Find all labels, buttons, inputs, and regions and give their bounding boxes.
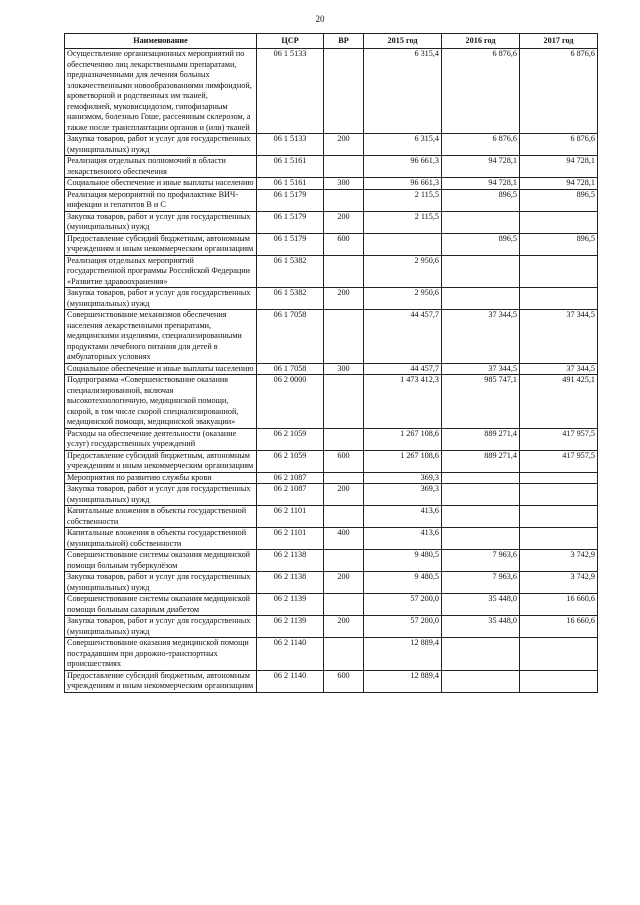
table-row: [65, 616, 598, 638]
cell-name: Закупка товаров, работ и услуг для государственных (муниципальных) нужд: [65, 211, 257, 233]
cell-vr: [324, 594, 364, 616]
cell-name: Закупка товаров, работ и услуг для государственных (муниципальных) нужд: [65, 572, 257, 594]
cell-csr: 06 2 1140: [257, 670, 324, 692]
cell-2015: 96 661,3: [364, 178, 442, 190]
cell-2017: [520, 484, 598, 506]
table-row: [65, 156, 598, 178]
cell-2017: 6 876,6: [520, 134, 598, 156]
cell-2016: [442, 255, 520, 288]
cell-vr: 600: [324, 233, 364, 255]
table-row: [65, 178, 598, 190]
cell-2015: 2 115,5: [364, 189, 442, 211]
cell-2016: [442, 472, 520, 484]
table-row: [65, 288, 598, 310]
cell-csr: 06 2 0000: [257, 375, 324, 429]
cell-name: Реализация мероприятий по профилактике ВИЧ-инфекции и гепатитов В и С: [65, 189, 257, 211]
cell-2016: 896,5: [442, 233, 520, 255]
cell-name: Совершенствование системы оказания медицинской помощи больным туберкулёзом: [65, 550, 257, 572]
cell-name: Подпрограмма «Совершенствование оказания специализированной, включая высокотехнологичную, медицинской помощи, скорой, в том числе скорой специализированной, медицинской помощи, медицинской эвакуации»: [65, 375, 257, 429]
cell-vr: 600: [324, 450, 364, 472]
table-row: [65, 506, 598, 528]
cell-2015: 9 480,5: [364, 550, 442, 572]
cell-2015: 2 115,5: [364, 211, 442, 233]
cell-vr: [324, 375, 364, 429]
table-row: [65, 49, 598, 134]
cell-vr: [324, 638, 364, 671]
cell-name: Закупка товаров, работ и услуг для государственных (муниципальных) нужд: [65, 484, 257, 506]
cell-vr: [324, 156, 364, 178]
cell-csr: 06 2 1101: [257, 506, 324, 528]
cell-csr: 06 1 5133: [257, 49, 324, 134]
cell-2016: 7 963,6: [442, 550, 520, 572]
cell-csr: 06 1 7058: [257, 363, 324, 375]
cell-2016: 896,5: [442, 189, 520, 211]
cell-2015: 1 473 412,3: [364, 375, 442, 429]
table-row: [65, 428, 598, 450]
cell-2015: 1 267 108,6: [364, 428, 442, 450]
cell-2015: [364, 233, 442, 255]
cell-csr: 06 1 5161: [257, 178, 324, 190]
cell-2015: 9 480,5: [364, 572, 442, 594]
cell-2016: 94 728,1: [442, 156, 520, 178]
cell-csr: 06 2 1059: [257, 450, 324, 472]
table-row: [65, 472, 598, 484]
cell-name: Мероприятия по развитию службы крови: [65, 472, 257, 484]
cell-2017: [520, 506, 598, 528]
cell-name: Закупка товаров, работ и услуг для государственных (муниципальных) нужд: [65, 134, 257, 156]
cell-csr: 06 1 7058: [257, 310, 324, 364]
cell-vr: [324, 428, 364, 450]
cell-name: Закупка товаров, работ и услуг для государственных (муниципальных) нужд: [65, 616, 257, 638]
cell-name: Совершенствование оказания медицинской помощи пострадавшим при дорожно-транспортных происшествиях: [65, 638, 257, 671]
cell-2017: [520, 472, 598, 484]
cell-csr: 06 2 1087: [257, 484, 324, 506]
cell-2016: 7 963,6: [442, 572, 520, 594]
page-number: 20: [315, 14, 325, 24]
budget-table: [64, 33, 598, 693]
table-row: [65, 375, 598, 429]
header-2017: 2017 год: [520, 34, 598, 49]
table-row: [65, 572, 598, 594]
cell-2016: [442, 670, 520, 692]
cell-2017: [520, 255, 598, 288]
cell-vr: 600: [324, 670, 364, 692]
table-row: [65, 638, 598, 671]
cell-vr: 200: [324, 484, 364, 506]
cell-csr: 06 1 5133: [257, 134, 324, 156]
cell-vr: [324, 472, 364, 484]
cell-csr: 06 2 1138: [257, 550, 324, 572]
cell-2017: 37 344,5: [520, 363, 598, 375]
header-name: Наименование: [65, 34, 257, 49]
cell-name: Реализация отдельных полномочий в области лекарственного обеспечения: [65, 156, 257, 178]
cell-2015: 413,6: [364, 528, 442, 550]
cell-2017: [520, 638, 598, 671]
cell-2017: 896,5: [520, 233, 598, 255]
cell-2017: 16 660,6: [520, 594, 598, 616]
cell-2017: 896,5: [520, 189, 598, 211]
cell-csr: 06 2 1087: [257, 472, 324, 484]
cell-2017: 37 344,5: [520, 310, 598, 364]
table-row: [65, 189, 598, 211]
cell-vr: 300: [324, 178, 364, 190]
cell-vr: [324, 506, 364, 528]
cell-csr: 06 1 5161: [257, 156, 324, 178]
table-row: [65, 233, 598, 255]
cell-csr: 06 1 5382: [257, 255, 324, 288]
cell-name: Предоставление субсидий бюджетным, автономным учреждениям и иным некоммерческим организациям: [65, 670, 257, 692]
cell-vr: [324, 189, 364, 211]
cell-name: Социальное обеспечение и иные выплаты населению: [65, 178, 257, 190]
header-csr: ЦСР: [257, 34, 324, 49]
cell-2017: [520, 288, 598, 310]
cell-name: Совершенствование системы оказания медицинской помощи больным сахарным диабетом: [65, 594, 257, 616]
cell-2017: [520, 528, 598, 550]
cell-vr: 200: [324, 211, 364, 233]
cell-name: Расходы на обеспечение деятельности (оказание услуг) государственных учреждений: [65, 428, 257, 450]
cell-name: Предоставление субсидий бюджетным, автономным учреждениям и иным некоммерческим организациям: [65, 233, 257, 255]
cell-2017: 491 425,1: [520, 375, 598, 429]
header-2016: 2016 год: [442, 34, 520, 49]
cell-2017: 94 728,1: [520, 156, 598, 178]
cell-vr: 300: [324, 363, 364, 375]
cell-2015: 1 267 108,6: [364, 450, 442, 472]
cell-name: Предоставление субсидий бюджетным, автономным учреждениям и иным некоммерческим организациям: [65, 450, 257, 472]
cell-name: Реализация отдельных мероприятий государственной программы Российской Федерации «Развитие здравоохранения»: [65, 255, 257, 288]
cell-csr: 06 2 1059: [257, 428, 324, 450]
table-row: [65, 211, 598, 233]
cell-2016: [442, 638, 520, 671]
cell-vr: 200: [324, 134, 364, 156]
table-row: [65, 484, 598, 506]
cell-2017: 6 876,6: [520, 49, 598, 134]
cell-2015: 96 661,3: [364, 156, 442, 178]
cell-2016: [442, 506, 520, 528]
cell-2016: [442, 484, 520, 506]
cell-2015: 2 950,6: [364, 255, 442, 288]
cell-2015: 369,3: [364, 472, 442, 484]
table-row: [65, 670, 598, 692]
cell-2017: 94 728,1: [520, 178, 598, 190]
cell-2016: 985 747,1: [442, 375, 520, 429]
cell-2015: 2 950,6: [364, 288, 442, 310]
cell-2017: 417 957,5: [520, 450, 598, 472]
cell-2016: [442, 528, 520, 550]
cell-2016: 889 271,4: [442, 428, 520, 450]
cell-name: Социальное обеспечение и иные выплаты населению: [65, 363, 257, 375]
cell-name: Осуществление организационных мероприятий по обеспечению лиц лекарственными препаратами, предназначенными для лечения больных злокачественными новообразованиями лимфоидной, кроветворной и родственных им тканей, гемофилией, муковисцидозом, гипофизарным нанизмом, болезнью Гоше, рассеянным склерозом, а также после трансплантации органов и (или) тканей: [65, 49, 257, 134]
cell-2017: [520, 670, 598, 692]
cell-2016: 35 448,0: [442, 616, 520, 638]
cell-2015: 44 457,7: [364, 363, 442, 375]
cell-name: Капитальные вложения в объекты государственной собственности: [65, 506, 257, 528]
cell-2017: 16 660,6: [520, 616, 598, 638]
cell-2016: 37 344,5: [442, 363, 520, 375]
cell-2017: [520, 211, 598, 233]
cell-2016: [442, 288, 520, 310]
cell-name: Капитальные вложения в объекты государственной (муниципальной) собственности: [65, 528, 257, 550]
table-row: [65, 550, 598, 572]
cell-vr: [324, 255, 364, 288]
table-row: [65, 450, 598, 472]
cell-2016: 35 448,0: [442, 594, 520, 616]
cell-csr: 06 1 5179: [257, 189, 324, 211]
cell-2016: 889 271,4: [442, 450, 520, 472]
cell-2015: 44 457,7: [364, 310, 442, 364]
table-row: [65, 594, 598, 616]
cell-2016: 37 344,5: [442, 310, 520, 364]
table-body: [65, 49, 598, 693]
header-vr: ВР: [324, 34, 364, 49]
cell-vr: 200: [324, 616, 364, 638]
table-row: [65, 363, 598, 375]
cell-2015: 57 200,0: [364, 594, 442, 616]
cell-2015: 369,3: [364, 484, 442, 506]
cell-2016: 6 876,6: [442, 49, 520, 134]
table-row: [65, 528, 598, 550]
table-row: [65, 134, 598, 156]
cell-vr: 200: [324, 572, 364, 594]
cell-csr: 06 2 1139: [257, 594, 324, 616]
cell-vr: [324, 49, 364, 134]
cell-vr: 200: [324, 288, 364, 310]
cell-2017: 3 742,9: [520, 572, 598, 594]
cell-name: Закупка товаров, работ и услуг для государственных (муниципальных) нужд: [65, 288, 257, 310]
cell-2015: 6 315,4: [364, 49, 442, 134]
cell-2015: 12 889,4: [364, 638, 442, 671]
cell-csr: 06 1 5179: [257, 211, 324, 233]
cell-2015: 413,6: [364, 506, 442, 528]
cell-csr: 06 1 5179: [257, 233, 324, 255]
table-header-row: [65, 34, 598, 49]
cell-2017: 417 957,5: [520, 428, 598, 450]
cell-vr: 400: [324, 528, 364, 550]
cell-csr: 06 2 1101: [257, 528, 324, 550]
cell-name: Совершенствование механизмов обеспечения населения лекарственными препаратами, медицинскими изделиями, специализированными продуктами лечебного питания для детей в амбулаторных условиях: [65, 310, 257, 364]
cell-2015: 57 200,0: [364, 616, 442, 638]
cell-csr: 06 1 5382: [257, 288, 324, 310]
cell-csr: 06 2 1139: [257, 616, 324, 638]
cell-2016: 94 728,1: [442, 178, 520, 190]
cell-csr: 06 2 1138: [257, 572, 324, 594]
cell-2017: 3 742,9: [520, 550, 598, 572]
cell-vr: [324, 550, 364, 572]
cell-2016: [442, 211, 520, 233]
table-row: [65, 310, 598, 364]
cell-csr: 06 2 1140: [257, 638, 324, 671]
cell-vr: [324, 310, 364, 364]
cell-2015: 12 889,4: [364, 670, 442, 692]
cell-2016: 6 876,6: [442, 134, 520, 156]
table-row: [65, 255, 598, 288]
cell-2015: 6 315,4: [364, 134, 442, 156]
header-2015: 2015 год: [364, 34, 442, 49]
